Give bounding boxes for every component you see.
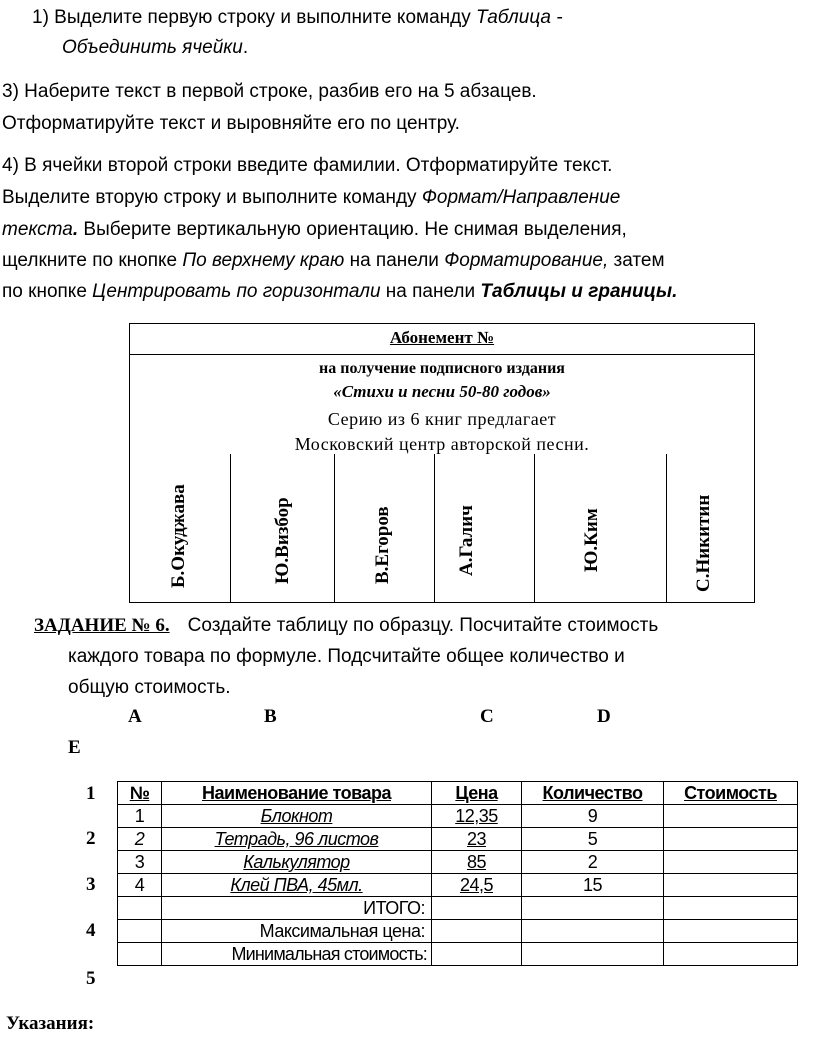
cell-number: 1 [118, 805, 162, 828]
subscription-col-divider [230, 454, 231, 602]
step1-line1 [32, 2, 563, 34]
subscription-col-divider [334, 454, 335, 602]
cell-number: 2 [118, 828, 162, 851]
cell-empty [522, 920, 664, 943]
cell-quantity: 2 [522, 851, 664, 874]
cell-price: 24,5 [432, 874, 522, 897]
step4-text-4c: на панели [344, 250, 445, 271]
cell-number: 4 [118, 874, 162, 897]
table-row [118, 828, 798, 851]
step1-line2 [62, 32, 248, 64]
author-name: Ю.Визбор [272, 497, 293, 584]
author-name: В.Егоров [372, 506, 393, 584]
step1-end: . [242, 37, 249, 58]
row-number: 5 [86, 968, 96, 989]
column-letter: C [480, 706, 494, 727]
row-number: 2 [86, 828, 96, 849]
step3-line2: Отформатируйте текст и выровняйте его по центру. [2, 113, 460, 134]
cell-price: 12,35 [432, 805, 522, 828]
subscription-col-divider [534, 454, 535, 602]
instructions-label: Указания: [6, 1013, 95, 1034]
cell-name: Калькулятор [162, 851, 432, 874]
cell-price: 23 [432, 828, 522, 851]
cell-empty [522, 943, 664, 966]
column-letter: E [68, 737, 81, 758]
step4-panel-format: Форматирование, [444, 250, 609, 271]
step4-line4 [2, 245, 665, 277]
cell-quantity: 15 [522, 874, 664, 897]
step4-button-top: По верхнему краю [182, 250, 345, 271]
step4-text: Выделите вторую строку и выполните команду [2, 187, 422, 208]
table-max-row [118, 920, 798, 943]
cell-empty [432, 943, 522, 966]
task6-text1: Создайте таблицу по образцу. Посчитайте стоимость [187, 615, 659, 636]
header-price: Цена [432, 782, 522, 805]
task6-line1 [34, 610, 658, 642]
cell-cost [664, 828, 798, 851]
step3-line1: 3) Наберите текст в первой строке, разбив его на 5 абзацев. [2, 81, 537, 102]
subscription-line4: Московский центр авторской песни. [294, 434, 590, 454]
row-number: 1 [86, 783, 96, 804]
step4-panel-tables: Таблицы и границы. [480, 281, 678, 302]
cell-empty [118, 920, 162, 943]
task6-text2: каждого товара по формуле. Подсчитайте общее количество и [68, 646, 625, 667]
step4-button-center: Центрировать по горизонтали [92, 281, 381, 302]
cell-empty [432, 897, 522, 920]
subscription-divider [130, 354, 754, 355]
task6-title: ЗАДАНИЕ № 6. [34, 615, 170, 636]
subscription-header: Абонемент № [389, 328, 495, 347]
cell-name: Клей ПВА, 45мл. [162, 874, 432, 897]
table-row [118, 805, 798, 828]
author-name: Б.Окуджава [168, 484, 189, 588]
header-name: Наименование товара [162, 782, 432, 805]
max-price-label: Максимальная цена: [162, 920, 432, 943]
step1-command: Таблица - [476, 7, 563, 28]
cell-name: Тетрадь, 96 листов [162, 828, 432, 851]
min-cost-label: Минимальная стоимость: [162, 943, 432, 966]
author-name: Ю.Ким [581, 508, 602, 572]
step1-text: 1) Выделите первую строку и выполните команду [32, 7, 477, 28]
table-total-row [118, 897, 798, 920]
total-label: ИТОГО: [162, 897, 432, 920]
goods-table [117, 781, 798, 966]
step4-text-4a: щелкните по кнопке [2, 250, 183, 271]
header-quantity: Количество [522, 782, 664, 805]
step4-text-3: Выберите вертикальную ориентацию. Не снимая выделения, [78, 219, 627, 240]
subscription-title: «Стихи и песни 50-80 годов» [333, 382, 551, 401]
row-number: 3 [86, 874, 96, 895]
subscription-col-divider [666, 454, 667, 602]
cell-cost [664, 851, 798, 874]
cell-quantity: 9 [522, 805, 664, 828]
step4-text-5c: на панели [380, 281, 481, 302]
column-letter: D [597, 706, 611, 727]
step4-text-4e: затем [608, 250, 665, 271]
author-name: А.Галич [456, 505, 477, 576]
cell-empty [664, 897, 798, 920]
cell-empty [664, 920, 798, 943]
step4-dot: . [72, 219, 79, 240]
header-number: № [118, 782, 162, 805]
subscription-table [129, 323, 755, 603]
step4-line1: 4) В ячейки второй строки введите фамилии. Отформатируйте текст. [2, 155, 613, 176]
table-min-row [118, 943, 798, 966]
cell-empty [522, 897, 664, 920]
column-letter: B [264, 706, 277, 727]
cell-cost [664, 805, 798, 828]
subscription-line1: на получение подписного издания [319, 360, 565, 377]
subscription-col-divider [434, 454, 435, 602]
cell-price: 85 [432, 851, 522, 874]
step4-line5 [2, 276, 677, 308]
row-number: 4 [86, 920, 96, 941]
step4-command-cont: текста [2, 219, 73, 240]
cell-empty [432, 920, 522, 943]
cell-quantity: 5 [522, 828, 664, 851]
cell-empty [664, 943, 798, 966]
subscription-line3: Серию из 6 книг предлагает [327, 409, 557, 429]
cell-name: Блокнот [162, 805, 432, 828]
author-name: С.Никитин [693, 494, 714, 592]
step1-command-2: Объединить ячейки [62, 37, 243, 58]
step4-text-5a: по кнопке [2, 281, 93, 302]
cell-cost [664, 874, 798, 897]
cell-number: 3 [118, 851, 162, 874]
cell-empty [118, 897, 162, 920]
header-cost: Стоимость [664, 782, 798, 805]
step4-line2 [2, 182, 620, 214]
table-header-row [118, 782, 798, 805]
table-row [118, 874, 798, 897]
table-row [118, 851, 798, 874]
step4-line3 [2, 214, 627, 246]
column-letter: A [128, 706, 142, 727]
step4-command: Формат/Направление [421, 187, 621, 208]
cell-empty [118, 943, 162, 966]
task6-text3: общую стоимость. [68, 677, 231, 698]
